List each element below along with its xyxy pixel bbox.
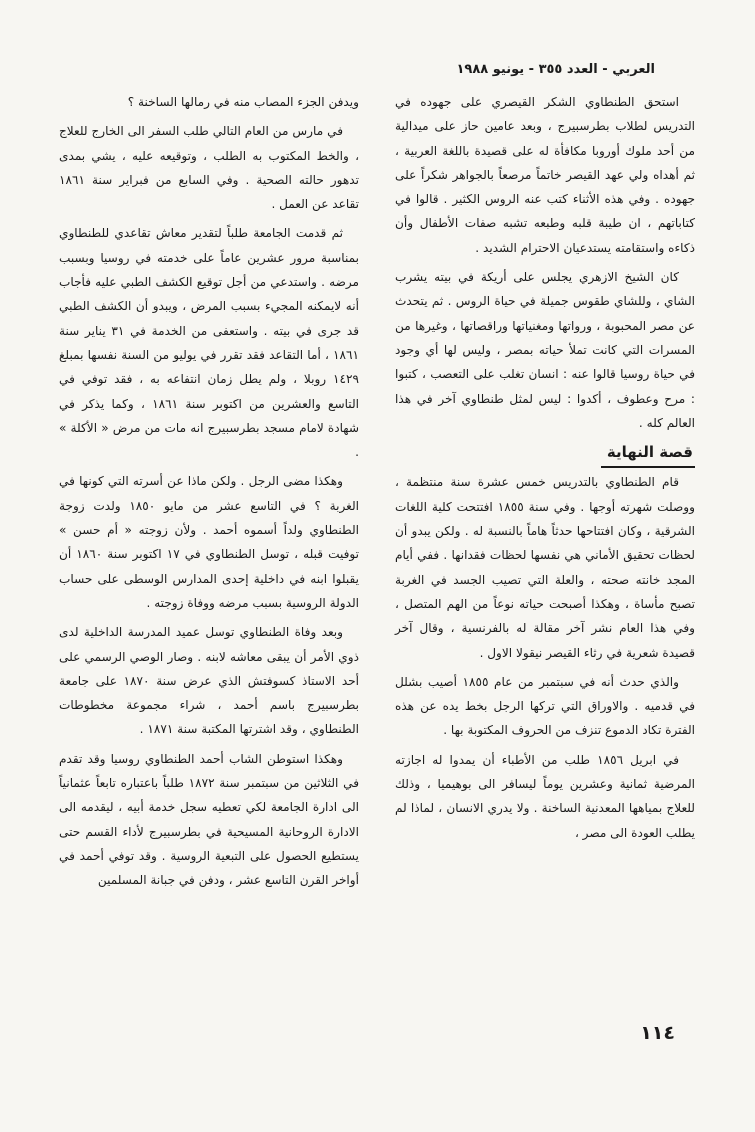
paragraph: وبعد وفاة الطنطاوي توسل عميد المدرسة الداخلية لدى ذوي الأمر أن يبقى معاشه لابنه . وصار الوصي الرسمي على أحد الاستاذ كسوفتش الذي عرض سنة ١٨٧٠ على جامعة بطرسبيرج باسم أحمد ، شراء مجموعة مخطوطات الطنطاوي ، وقد اشترتها المكتبة سنة ١٨٧١ . <box>59 625 360 737</box>
paragraph: استحق الطنطاوي الشكر القيصري على جهوده في التدريس لطلاب بطرسبيرج ، وبعد عامين حاز على ميدالية من أحد ملوك أوروبا مكافأة له على قصيدة باللغة العربية ، ثم أهداه ولي عهد القيصر خاتماً مرصعاً بالجواهر شكراً على جهوده . وفي هذه الأثناء كتب عنه الروس الكثير . قالوا في كتاباتهم ، ان طيبة قلبه وطبعه تشبه صفات الأطفال وأن ذكاءه واستقامته يستدعيان الاحترام الشديد . <box>395 95 695 255</box>
paragraph: في مارس من العام التالي طلب السفر الى الخارج للعلاج ، والخط المكتوب به الطلب ، وتوقيعه عليه ، يشي بمدى تدهور حالته الصحية . وفي السابع من فبراير سنة ١٨٦١ تقاعد عن العمل . <box>59 124 359 212</box>
paragraph: ويدفن الجزء المصاب منه في رمالها الساخنة ؟ <box>127 95 359 109</box>
page-number: ١١٤ <box>640 1022 675 1044</box>
paragraph: وهكذا استوطن الشاب أحمد الطنطاوي روسيا وقد تقدم في الثلاثين من سبتمبر سنة ١٨٧٢ طلباً باعتباره تابعاً عثمانياً الى ادارة الجامعة لكي تعطيه سجل خدمة أبيه ، ليقدمه الى الادارة الروحانية المسيحية في بطرسبيرج لأداء القسم حتى يستطيع الحصول على التبعية الروسية . وقد توفي أحمد في أواخر القرن التاسع عشر ، ودفن في جبانة المسلمين <box>59 751 359 888</box>
paragraph: في ابريل ١٨٥٦ طلب من الأطباء أن يمدوا له اجازته المرضية ثمانية وعشرين يوماً ليسافر الى بوهيميا ، وذلك للعلاج بمياهها المعدنية الساخنة . ولا يدري الانسان ، لماذا لم يطلب العودة الى مصر ، <box>395 752 695 840</box>
paragraph: ثم قدمت الجامعة طلباً لتقدير معاش تقاعدي للطنطاوي بمناسبة مرور عشرين عاماً على خدمته في روسيا وبسبب مرضه . واستدعي من أجل توقيع الكشف الطبي عليه فأجاب أنه لايمكنه المجيء بسبب المرض ، ويبدو أن الكشف الطبي قد جرى في بيته . واستعفى من الخدمة في ٣١ يناير سنة ١٨٦١ ، أما التقاعد فقد تقرر في يوليو من السنة نفسها بمبلغ ١٤٢٩ روبلا ، ولم يطل زمان انتفاعه به ، فقد توفي في التاسع والعشرين من اكتوبر سنة ١٨٦١ ، وكما يذكر في شهادة لامام مسجد بطرسبيرج انه مات من مرض « الأكلة » . <box>59 226 359 460</box>
section-heading-text: قصة النهاية <box>601 440 695 468</box>
paragraph: قام الطنطاوي بالتدريس خمس عشرة سنة منتظمة ، ووصلت شهرته أوجها . وفي سنة ١٨٥٥ افتتحت كلية اللغات الشرقية ، وكان افتتاحها حدثاً هاماً بالنسبة له . ولكن يبدو أن لحظات تحقيق الأماني هي نفسها لحظات فقدانها . ففي أيام المجد خانته صحته ، والعلة التي تصيب الجسد في الغربة تصبح مأساة ، وهكذا أصبحت حياته نوعاً من الهم المتصل ، وفي هذا العام نشر آخر مقالة له بالفرنسية ، وقال آخر قصيدة شعرية في رثاء القيصر نيقولا الاول . <box>395 475 695 660</box>
paragraph: وهكذا مضى الرجل . ولكن ماذا عن أسرته التي كونها في الغربة ؟ في التاسع عشر من مايو ١٨٥٠ ولدت زوجة الطنطاوي ولداً أسموه أحمد . ولأن زوجته « أم حسن » توفيت قبله ، توسل الطنطاوي في ١٧ اكتوبر سنة ١٨٦٠ أن يقبلوا ابنه في داخلية إحدى المدارس الوسطى على حساب الدولة الروسية بسبب مرضه ووفاة زوجته . <box>59 474 359 610</box>
paragraph: والذي حدث أنه في سبتمبر من عام ١٨٥٥ أصيب بشلل في قدميه . والاوراق التي تركها الرجل بخط يده عن هذه الفترة تكاد الدموع تنزف من الحروف المكتوبة بها . <box>395 674 695 738</box>
page-header: العربي - العدد ٣٥٥ - يونيو ١٩٨٨ <box>456 62 655 77</box>
section-heading <box>395 440 695 468</box>
paragraph: كان الشيخ الازهري يجلس على أريكة في بيته يشرب الشاي ، وللشاي طقوس جميلة في حياة الروس . ثم يتحدث عن مصر المحبوبة ، ورواتها ومغنياتها وراقصاتها ، وغيرها من المسرات التي كانت تملأ حياته بمصر ، وليس لها أي وجود في حياة روسيا قالوا عنه : انسان تغلب على التعصب ، كتبوا : مرح وعطوف ، أكدوا : ليس لمثل طنطاوي آخر في هذا العالم كله . <box>395 270 695 430</box>
article-column-left <box>59 90 359 898</box>
article-column-right <box>395 90 695 850</box>
